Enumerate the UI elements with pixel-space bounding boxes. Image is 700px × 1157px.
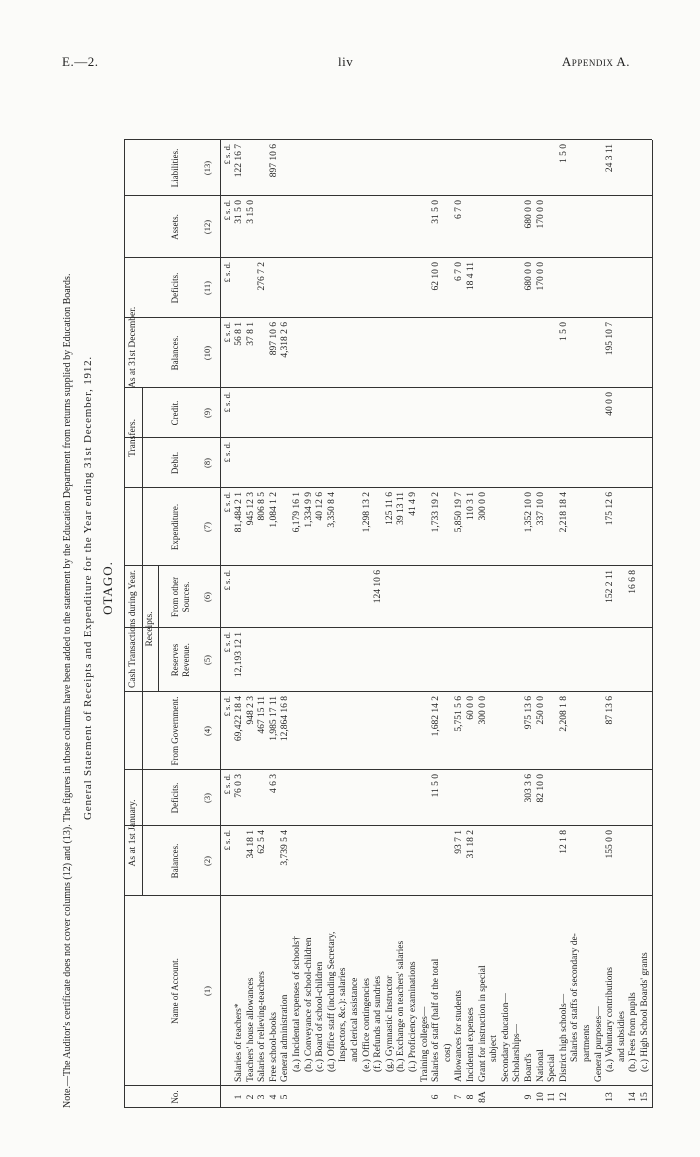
account-name: (g.) Gymnastic Instructor	[384, 975, 395, 1072]
column-label: Deficits.	[170, 782, 180, 814]
account-name: and clerical assistance	[350, 977, 360, 1062]
amount-cell: 12,193 12 1	[234, 632, 244, 678]
column-label: No.	[170, 1090, 180, 1104]
account-name: General administration	[280, 994, 291, 1082]
amount-cell: 56 8 1	[234, 322, 244, 346]
amount-cell: 60 0 0	[466, 696, 476, 720]
column-label: Deficits.	[170, 272, 180, 304]
currency-units: £ s. d.	[222, 262, 232, 283]
amount-cell: 152 2 11	[605, 570, 616, 603]
column-label: Reserves Revenue.	[170, 643, 191, 677]
amount-cell: 3,350 8 4	[326, 492, 337, 528]
row-number: 14	[628, 1092, 639, 1102]
group-header-cash: Cash Transactions during Year.	[128, 570, 138, 688]
group-header-receipts: Receipts.	[145, 611, 155, 647]
column-label: Balances.	[170, 335, 180, 371]
amount-cell: 40 0 0	[605, 392, 616, 416]
amount-cell: 680 0 0	[524, 200, 534, 229]
column-number: (9)	[202, 408, 212, 418]
currency-units: £ s. d.	[222, 570, 232, 591]
currency-units: £ s. d.	[222, 830, 232, 851]
row-number: 5	[280, 1094, 291, 1100]
amount-cell: 6 7 0	[454, 262, 465, 281]
column-number: (1)	[202, 986, 212, 996]
amount-cell: 31 18 2	[466, 830, 476, 859]
amount-cell: 175 12 6	[605, 492, 616, 526]
row-number: 4	[268, 1094, 279, 1100]
account-name: Incidental expenses	[466, 1007, 476, 1082]
account-name: Allowances for students	[454, 990, 465, 1082]
row-number: 8	[466, 1094, 476, 1100]
statement-subtitle: General Statement of Receipts and Expenditure for the Year ending 31st December, 1912.	[82, 356, 94, 820]
account-name: (d.) Office staff (including Secretary,	[326, 931, 337, 1072]
amount-cell: 82 10 0	[535, 774, 546, 803]
table-bottom-rule	[652, 140, 653, 1108]
amount-cell: 300 0 0	[477, 696, 488, 725]
amount-cell: 31 5 0	[234, 200, 244, 224]
account-name: (b.) Conveyance of school-children	[303, 937, 314, 1072]
column-label: From other Sources.	[170, 576, 191, 618]
page-ref: E.—2.	[62, 54, 99, 69]
column-label: Expenditure.	[170, 503, 180, 551]
amount-cell: 76 0 3	[234, 774, 244, 798]
amount-cell: 110 3 1	[466, 492, 476, 521]
amount-cell: 276 7 2	[257, 262, 268, 291]
account-name: District high schools—	[558, 993, 569, 1082]
account-name: Training colleges—	[419, 1006, 430, 1082]
currency-units: £ s. d.	[222, 442, 232, 463]
amount-cell: 300 0 0	[477, 492, 488, 521]
amount-cell: 897 10 6	[268, 144, 279, 178]
group-header-transfers: Transfers.	[128, 419, 138, 457]
amount-cell: 2,218 18 4	[558, 492, 569, 533]
account-name: Salaries of staff (half of the total	[431, 958, 442, 1082]
amount-cell: 4 6 3	[268, 774, 279, 793]
account-name: partments	[582, 1024, 592, 1062]
amount-cell: 1,334 9 9	[303, 492, 314, 528]
amount-cell: 3,739 5 4	[280, 830, 291, 866]
row-number: 10	[535, 1092, 546, 1102]
amount-cell: 1,352 10 0	[524, 492, 534, 533]
amount-cell: 467 15 11	[257, 696, 268, 734]
amount-cell: 31 5 0	[431, 200, 442, 224]
amount-cell: 62 5 4	[257, 830, 268, 854]
amount-cell: 1,682 14 2	[431, 696, 442, 737]
row-number: 8A	[477, 1091, 488, 1103]
amount-cell: 12,864 16 8	[280, 696, 291, 742]
amount-cell: 125 11 6	[384, 492, 395, 525]
amount-cell: 41 4 9	[408, 492, 418, 516]
column-label: From Government.	[170, 696, 180, 766]
column-label: Balances.	[170, 843, 180, 879]
amount-cell: 975 13 6	[524, 696, 534, 730]
amount-cell: 3 15 0	[245, 200, 256, 224]
amount-cell: 40 12 6	[315, 492, 326, 521]
amount-cell: 18 4 11	[466, 262, 476, 291]
column-number: (11)	[202, 281, 212, 295]
column-number: (12)	[202, 219, 212, 235]
account-name: Inspectors, &c.): salaries	[338, 967, 349, 1062]
currency-units: £ s. d.	[222, 200, 232, 221]
amount-cell: 1,084 1 2	[268, 492, 279, 528]
column-number: (10)	[202, 345, 212, 361]
row-number: 9	[524, 1094, 534, 1100]
column-label: Debit.	[170, 451, 180, 475]
amount-cell: 93 7 1	[454, 830, 465, 854]
account-name: Free school-books	[268, 1012, 279, 1082]
row-number: 13	[605, 1092, 616, 1102]
group-rule-jan	[142, 770, 143, 896]
rotated-statement	[52, 68, 652, 1108]
amount-cell: 11 5 0	[431, 774, 442, 798]
row-number: 3	[257, 1094, 268, 1100]
amount-cell: 1 5 0	[558, 144, 569, 163]
account-name: Scholarships—	[512, 1023, 523, 1082]
account-name: Grant for instruction in special	[477, 965, 488, 1082]
amount-cell: 12 1 8	[558, 830, 569, 854]
amount-cell: 34 18 1	[245, 830, 256, 859]
account-name: General purposes—	[593, 1006, 604, 1082]
account-name: (e.) Office contingencies	[361, 978, 372, 1072]
currency-units: £ s. d.	[222, 492, 232, 513]
amount-cell: 897 10 6	[268, 322, 279, 356]
account-name: (c.) High School Boards' grants	[640, 952, 650, 1072]
statement-table	[124, 68, 650, 1108]
amount-cell: 37 8 1	[245, 322, 256, 346]
column-label: Credit.	[170, 400, 180, 426]
row-number: 7	[454, 1094, 465, 1100]
column-number: (3)	[202, 793, 212, 803]
account-name: (b.) Fees from pupils	[628, 992, 639, 1072]
row-number: 12	[558, 1092, 569, 1102]
account-name: Teachers' house allowances	[245, 977, 256, 1082]
amount-cell: 250 0 0	[535, 696, 546, 725]
amount-cell: 124 10 6	[373, 570, 384, 604]
amount-cell: 806 8 5	[257, 492, 268, 521]
column-label: Name of Account.	[170, 958, 180, 1024]
account-name: cost)	[442, 1043, 453, 1062]
account-name: (c.) Board of school-children	[315, 961, 326, 1072]
page-number: liv	[338, 54, 354, 69]
account-name: Salaries of staffs of secondary de-	[570, 933, 581, 1062]
account-name: Salaries of teachers*	[234, 1003, 244, 1082]
amount-cell: 170 0 0	[535, 200, 546, 229]
row-number: 1	[234, 1094, 244, 1100]
currency-units: £ s. d.	[222, 392, 232, 413]
currency-units: £ s. d.	[222, 632, 232, 653]
amount-cell: 6 7 0	[454, 200, 465, 219]
account-name: and subsidies	[616, 1011, 627, 1062]
amount-cell: 680 0 0	[524, 262, 534, 291]
row-number: 2	[245, 1094, 256, 1100]
row-number: 6	[431, 1094, 442, 1100]
account-name: (h.) Exchange on teachers' salaries	[396, 940, 407, 1072]
account-name: Board's	[524, 1053, 534, 1082]
account-name: (f.) Refunds and sundries	[373, 975, 384, 1072]
amount-cell: 170 0 0	[535, 262, 546, 291]
group-header-jan: As at 1st January.	[128, 799, 138, 867]
currency-units: £ s. d.	[222, 322, 232, 343]
amount-cell: 6,179 16 1	[292, 492, 302, 533]
currency-units: £ s. d.	[222, 144, 232, 165]
column-number: (8)	[202, 458, 212, 468]
amount-cell: 195 10 7	[605, 322, 616, 356]
table-top-rule	[124, 140, 125, 1108]
column-label: Assets.	[170, 214, 180, 240]
column-rule	[124, 1107, 652, 1108]
amount-cell: 2,208 1 8	[558, 696, 569, 732]
header-bottom-rule	[220, 140, 221, 1108]
amount-cell: 5,850 19 7	[454, 492, 465, 533]
amount-cell: 945 12 3	[245, 492, 256, 526]
amount-cell: 69,422 18 4	[234, 696, 244, 742]
amount-cell: 303 3 6	[524, 774, 534, 803]
amount-cell: 24 3 11	[605, 144, 616, 173]
amount-cell: 1 5 0	[558, 322, 569, 341]
account-name: (a.) Voluntary contributions	[605, 967, 616, 1072]
account-name: Special	[547, 1054, 558, 1082]
column-number: (4)	[202, 726, 212, 736]
row-number: 15	[640, 1092, 650, 1102]
amount-cell: 16 6 8	[628, 570, 639, 594]
audit-note: Note.—The Auditor's certificate does not cover columns (12) and (13). The figures in those columns have been added to the statement by the Education Department from returns supplied by Education Boards.	[62, 273, 73, 1108]
account-name: (a.) Incidental expenses of schools†	[292, 936, 302, 1072]
amount-cell: 4,318 2 6	[280, 322, 291, 358]
group-header-dec: As at 31st December.	[128, 306, 138, 388]
column-number: (7)	[202, 522, 212, 532]
column-label: Liabilities.	[170, 148, 180, 188]
amount-cell: 87 13 6	[605, 696, 616, 725]
amount-cell: 1,733 19 2	[431, 492, 442, 533]
column-number: (6)	[202, 592, 212, 602]
amount-cell: 5,751 5 6	[454, 696, 465, 732]
appendix-label: Appendix A.	[561, 54, 630, 69]
amount-cell: 155 0 0	[605, 830, 616, 859]
statement-title: OTAGO.	[100, 561, 115, 615]
currency-units: £ s. d.	[222, 696, 232, 717]
column-number: (5)	[202, 655, 212, 665]
account-name: (i.) Proficiency examinations	[408, 961, 418, 1072]
amount-cell: 62 10 0	[431, 262, 442, 291]
column-number: (13)	[202, 160, 212, 176]
account-name: Salaries of relieving-teachers	[257, 971, 268, 1082]
amount-cell: 122 16 7	[234, 144, 244, 178]
amount-cell: 337 10 0	[535, 492, 546, 526]
account-name: Secondary education—	[500, 993, 511, 1082]
amount-cell: 81,484 2 1	[234, 492, 244, 533]
row-number: 11	[547, 1092, 558, 1102]
group-rule-cash	[142, 388, 143, 770]
amount-cell: 948 2 3	[245, 696, 256, 725]
column-number: (2)	[202, 856, 212, 866]
amount-cell: 39 13 11	[396, 492, 407, 525]
currency-units: £ s. d.	[222, 774, 232, 795]
account-name: National	[535, 1049, 546, 1082]
account-name: subject	[489, 1035, 500, 1062]
amount-cell: 1,985 17 11	[268, 696, 279, 741]
amount-cell: 1,298 13 2	[361, 492, 372, 533]
group-rule-receipts	[158, 566, 159, 692]
